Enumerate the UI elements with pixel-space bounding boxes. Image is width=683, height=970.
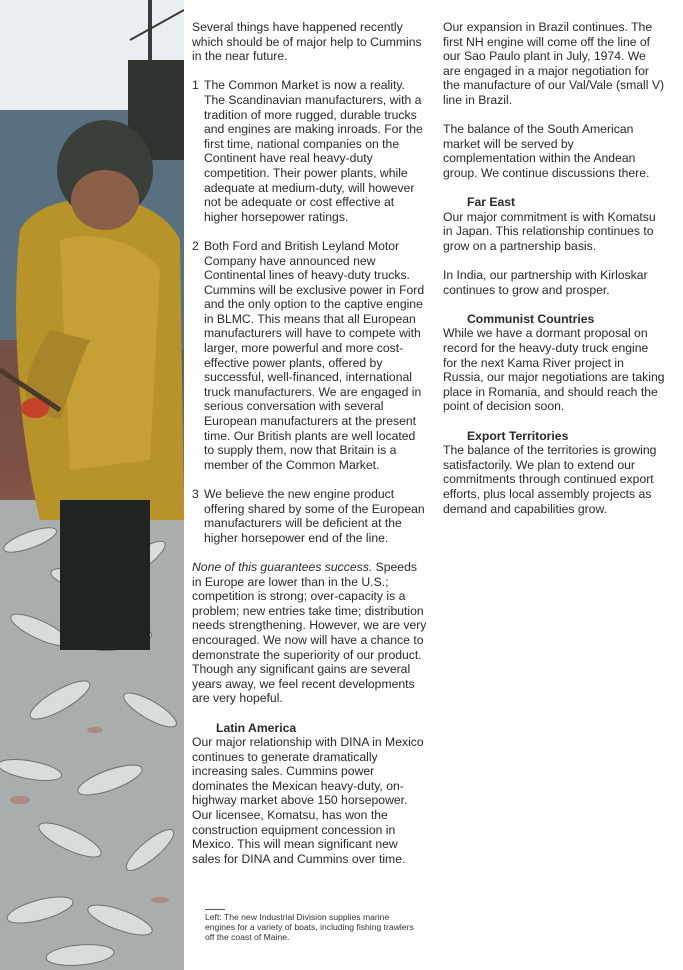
photo-caption: Left: The new Industrial Division supplies marine engines for a variety of boats, including fishing trawlers off the coast of Maine. — [205, 912, 414, 942]
export-territories-paragraph: The balance of the territories is growing satisfactorily. We plan to extend our commitments through continued export efforts, plus local assembly projects as demand and capabilities grow. — [443, 443, 657, 516]
caption-rule — [205, 909, 225, 910]
intro-paragraph: Several things have happened recently which should be of major help to Cummins in the near future. — [192, 20, 422, 64]
section-heading-export-territories: Export Territories — [467, 428, 569, 443]
item-text: The Common Market is now a reality. The Scandinavian manufacturers, with a tradition of more rugged, durable trucks and engines are making inroads. For the first time, national companies on the Continent have real heavy-duty competition. Their power plants, while adequate at medium-duty, will however not be adequate or cost effective at higher horsepower ratings. — [204, 78, 423, 224]
item-number: 3 — [192, 487, 199, 501]
numbered-item-2 — [192, 239, 428, 473]
guarantee-paragraph — [192, 560, 428, 706]
india-paragraph: In India, our partnership with Kirloskar continues to grow and prosper. — [443, 268, 648, 297]
photo-illustration — [0, 0, 184, 970]
brazil-paragraph: Our expansion in Brazil continues. The first NH engine will come off the line of our Sao Paulo plant in July, 1974. We are engaged in a major negotiation for the manufacture of our Val/Vale (small V) line in Brazil. — [443, 20, 665, 107]
communist-countries-paragraph: While we have a dormant proposal on record for the heavy-duty truck engine for the next Kama River project in Russia, our major negotiations are taking place in Romania, and should reach the point of decision soon. — [443, 326, 665, 414]
fisherman-photo — [0, 0, 184, 970]
item-number: 1 — [192, 78, 199, 93]
item-number: 2 — [192, 238, 199, 253]
far-east-paragraph: Our major commitment is with Komatsu in Japan. This relationship continues to grow on a partnership basis. — [443, 209, 656, 253]
south-america-paragraph: The balance of the South American market will be served by complementation within the Andean group. We continue discussions there. — [443, 122, 650, 180]
section-heading-communist-countries: Communist Countries — [467, 311, 595, 326]
item-text: We believe the new engine product offering shared by some of the European manufacturers will be deficient at the higher horsepower end of the line. — [204, 487, 425, 545]
section-heading-latin-america: Latin America — [216, 720, 297, 735]
latin-america-paragraph: Our major relationship with DINA in Mexico continues to generate dramatically increasing sales. Cummins power dominates the Mexican heavy-duty, on-highway market above 150 horsepower. Our licensee, Komatsu, has won the construction equipment concession in Mexico. This will mean significant new sales for DINA and Cummins over time. — [192, 735, 424, 866]
item-text: Both Ford and British Leyland Motor Company have announced new Continental lines of heavy-duty trucks. Cummins will be exclusive power in Ford and the only option to the captive engine in BLMC. This means that all European manufacturers will have to compete with larger, more powerful and more cost-effective power plants, offered by successful, well-financed, international truck manufacturers. We are engaged in serious conversation with several European manufacturers at the present time. Our British plants are well located to supply them, now that Britain is a member of the Common Market. — [204, 238, 425, 472]
numbered-item-3 — [192, 487, 428, 545]
section-heading-far-east: Far East — [467, 195, 516, 210]
text-column-right — [443, 20, 665, 531]
text-column-left — [192, 20, 428, 881]
guarantee-lead: None of this guarantees success. — [192, 559, 373, 574]
guarantee-text: Speeds in Europe are lower than in the U.S.; competition is strong; over-capacity is a problem; new entries take time; distribution needs strengthening. However, we are very encouraged. We now will have a chance to demonstrate the superiority of our product. Though any significant gains are several years away, we feel recent developments are very hopeful. — [192, 559, 427, 706]
numbered-item-1 — [192, 78, 428, 224]
